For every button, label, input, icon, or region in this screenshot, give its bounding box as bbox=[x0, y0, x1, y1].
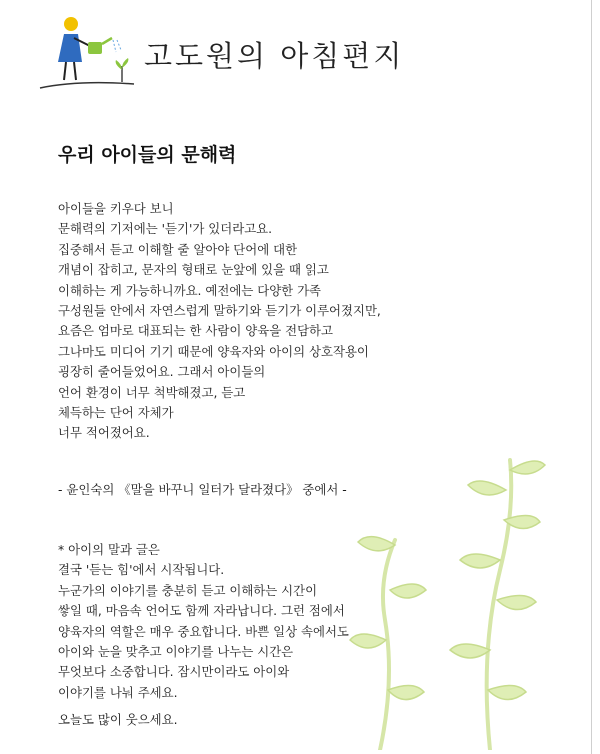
gardener-logo-icon bbox=[38, 12, 148, 92]
quote-line: 그나마도 미디어 기기 때문에 양육자와 아이의 상호작용이 bbox=[58, 343, 369, 359]
commentary-line: 아이와 눈을 맞추고 이야기를 나누는 시간은 bbox=[58, 644, 294, 660]
letter-title: 우리 아이들의 문해력 bbox=[58, 144, 237, 166]
letter-header bbox=[38, 12, 438, 92]
commentary-line: * 아이의 말과 글은 bbox=[58, 542, 160, 557]
quote-line: 문해력의 기저에는 '듣기'가 있더라고요. bbox=[58, 221, 273, 237]
quote-line: 굉장히 줄어들었어요. 그래서 아이들의 bbox=[58, 364, 266, 380]
quote-line: 이해하는 게 가능하니까요. 예전에는 다양한 가족 bbox=[58, 282, 322, 298]
commentary-paragraph bbox=[58, 540, 478, 703]
quote-line: 언어 환경이 너무 척박해졌고, 듣고 bbox=[58, 384, 246, 400]
quote-paragraph bbox=[58, 199, 478, 444]
commentary-line: 양육자의 역할은 매우 중요합니다. 바쁜 일상 속에서도 bbox=[58, 623, 349, 639]
commentary-line: 이야기를 나눠 주세요. bbox=[58, 684, 178, 700]
quote-line: 너무 적어졌어요. bbox=[58, 425, 150, 441]
quote-line: 개념이 잡히고, 문자의 형태로 눈앞에 있을 때 읽고 bbox=[58, 262, 329, 278]
commentary-line: 누군가의 이야기를 충분히 듣고 이해하는 시간이 bbox=[58, 582, 318, 598]
closing-line: 오늘도 많이 웃으세요. bbox=[58, 712, 178, 727]
commentary-line: 쌓일 때, 마음속 언어도 함께 자라납니다. 그런 점에서 bbox=[58, 603, 345, 619]
quote-line: 요즘은 엄마로 대표되는 한 사람이 양육을 전담하고 bbox=[58, 323, 333, 339]
logo-title: 고도원의 아침편지 bbox=[144, 39, 405, 73]
quote-line: 아이들을 키우다 보니 bbox=[58, 201, 174, 216]
quote-source: - 윤인숙의 《말을 바꾸니 일터가 달라졌다》 중에서 - bbox=[58, 482, 347, 497]
commentary-line: 무엇보다 소중합니다. 잠시만이라도 아이와 bbox=[58, 664, 290, 680]
commentary-line: 결국 '듣는 힘'에서 시작됩니다. bbox=[58, 562, 225, 578]
quote-line: 구성원들 안에서 자연스럽게 말하기와 듣기가 이루어졌지만, bbox=[58, 303, 381, 319]
quote-line: 집중해서 듣고 이해할 줄 알아야 단어에 대한 bbox=[58, 241, 298, 257]
quote-line: 체득하는 단어 자체가 bbox=[58, 405, 174, 421]
